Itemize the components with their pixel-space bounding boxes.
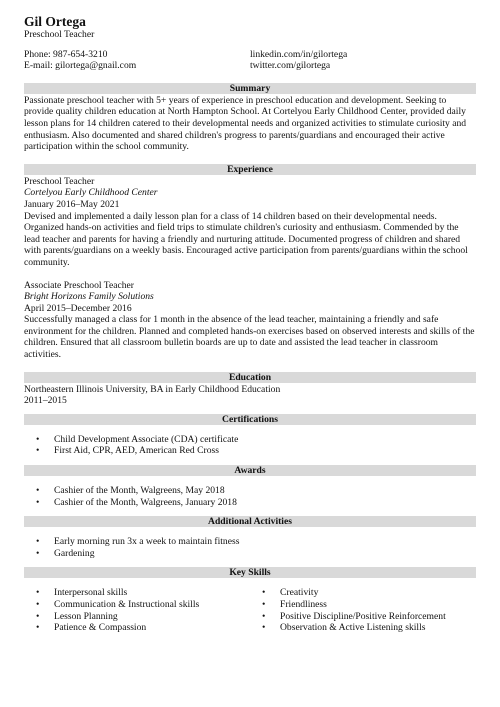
- experience-entry: [24, 280, 476, 361]
- experience-company: Bright Horizons Family Solutions: [24, 291, 154, 303]
- twitter-link[interactable]: twitter.com/gilortega: [250, 60, 331, 72]
- email-text: E-mail: gilortega@gnail.com: [24, 60, 137, 72]
- activities-heading: Additional Activities: [24, 516, 476, 527]
- awards-section: [24, 477, 476, 516]
- awards-heading: Awards: [24, 465, 476, 476]
- certifications-list: [24, 434, 476, 457]
- list-item: • Interpersonal skills: [24, 587, 250, 599]
- linkedin-link[interactable]: linkedin.com/in/gilortega: [250, 48, 348, 60]
- experience-role: Associate Preschool Teacher: [24, 279, 134, 291]
- skills-heading: Key Skills: [24, 567, 476, 578]
- contact-left: [24, 49, 250, 72]
- list-item: • Gardening: [24, 548, 476, 560]
- contact-right: [250, 49, 476, 72]
- experience-entry: [24, 176, 476, 269]
- activities-section: [24, 528, 476, 567]
- phone-text: Phone: 987-654-3210: [24, 48, 108, 60]
- candidate-title: Preschool Teacher: [24, 29, 95, 40]
- skills-section: [24, 579, 476, 633]
- list-item: • First Aid, CPR, AED, American Red Cross: [24, 445, 476, 457]
- education-heading: Education: [24, 372, 476, 383]
- experience-dates: January 2016–May 2021: [24, 198, 120, 210]
- list-item: • Creativity: [250, 587, 476, 599]
- list-item: • Early morning run 3x a week to maintain fitness: [24, 536, 476, 548]
- list-item: • Lesson Planning: [24, 611, 250, 623]
- experience-heading: Experience: [24, 164, 476, 175]
- candidate-name: Gil Ortega: [24, 14, 86, 29]
- skills-left-column: [24, 585, 250, 633]
- list-item: • Positive Discipline/Positive Reinforcement: [250, 611, 476, 623]
- certifications-heading: Certifications: [24, 414, 476, 425]
- list-item: • Friendliness: [250, 599, 476, 611]
- experience-company: Cortelyou Early Childhood Center: [24, 187, 158, 199]
- education-school: Northeastern Illinois University, BA in Early Childhood Education: [24, 383, 281, 395]
- certifications-section: [24, 426, 476, 465]
- activities-list: [24, 536, 476, 559]
- experience-role: Preschool Teacher: [24, 175, 95, 187]
- education-years: 2011–2015: [24, 395, 67, 407]
- experience-description: Devised and implemented a daily lesson plan for a class of 14 children based on their developmental needs. Organized hands-on activities and field trips to stimulate children's curiosity and enthusiasm. Commended by the lead teacher and parents for having a friendly and nurturing attitude. Documented progress of children and shared with parents/guardians on a weekly basis. Encouraged active participation from parents/guardians within the school community.: [24, 210, 468, 268]
- awards-list: [24, 485, 476, 508]
- experience-dates: April 2015–December 2016: [24, 302, 132, 314]
- skills-right-column: [250, 585, 476, 633]
- experience-description: Successfully managed a class for 1 month in the absence of the lead teacher, maintaining a friendly and safe environment for the children. Planned and completed hands-on exercises based on observed interests and skills of the children. Ensured that all classroom bulletin boards are up to date and assisted the lead teacher in classroom activities.: [24, 314, 475, 361]
- list-item: • Observation & Active Listening skills: [250, 622, 476, 634]
- summary-text: Passionate preschool teacher with 5+ years of experience in preschool education and development. Seeking to provide quality children education at North Hampton School. At Cortelyou Early Childhood Center, provided daily lesson plans for 14 children catered to their developmental needs and organized activities to stimulate curiosity and enthusiasm. Also documented and shared children's progress to parents/guardians and encouraged their active participation within the school community.: [24, 94, 467, 153]
- list-item: • Patience & Compassion: [24, 622, 250, 634]
- list-item: • Cashier of the Month, Walgreens, January 2018: [24, 497, 476, 509]
- list-item: • Cashier of the Month, Walgreens, May 2018: [24, 485, 476, 497]
- skills-list: [24, 587, 250, 633]
- education-entry: [24, 384, 476, 407]
- summary-heading: Summary: [24, 83, 476, 94]
- skills-list: [250, 587, 476, 633]
- list-item: • Communication & Instructional skills: [24, 599, 250, 611]
- contact-block: [24, 49, 476, 72]
- list-item: • Child Development Associate (CDA) certificate: [24, 434, 476, 446]
